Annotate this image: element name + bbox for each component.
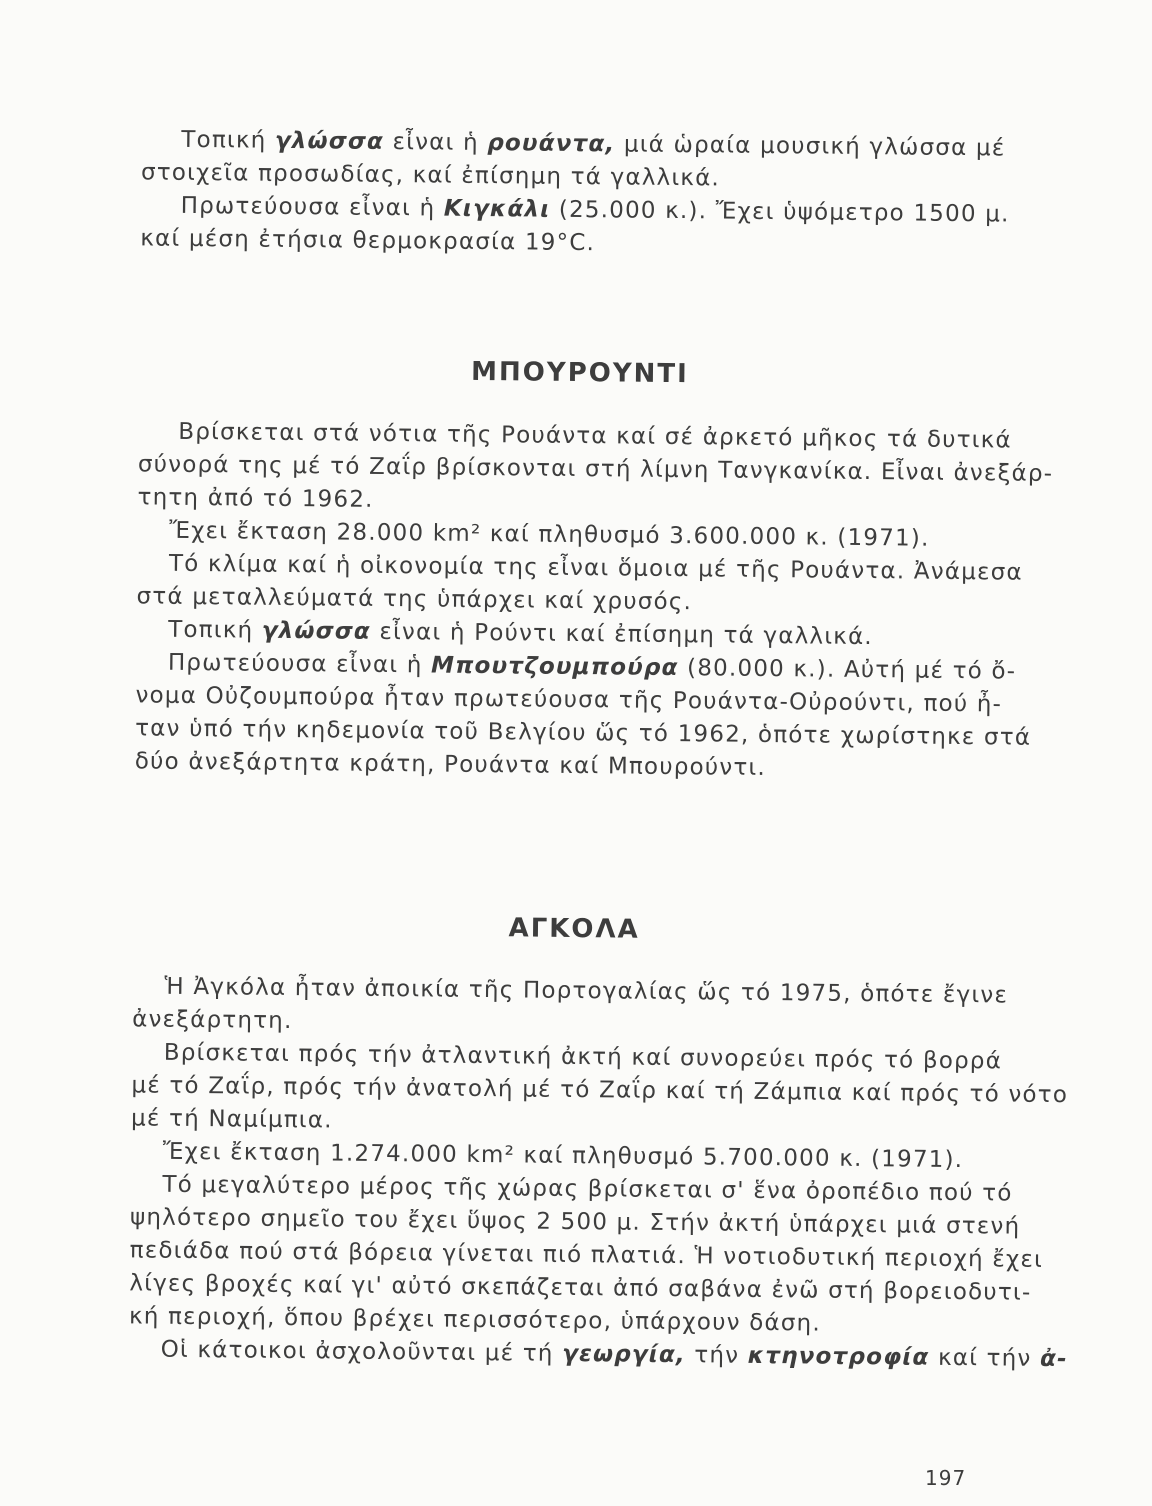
emphasis-continued: ἀ- bbox=[1039, 1345, 1068, 1373]
emphasis-language: γλώσσα bbox=[274, 127, 385, 155]
text-fragment: Τοπική bbox=[181, 126, 276, 154]
text-line: ταν ὑπό τήν κηδεμονία τοῦ Βελγίου ὥς τό 1962, ὁπότε χωρίστηκε στά bbox=[135, 715, 1032, 751]
text-fragment: (80.000 κ.). Αὐτή μέ τό ὄ- bbox=[678, 655, 1017, 685]
emphasis-capital-bujumbura: Μπουτζουμπούρα bbox=[430, 652, 679, 682]
angola-paragraph bbox=[128, 970, 1069, 1375]
text-line: δύο ἀνεξάρτητα κράτη, Ρουάντα καί Μπουρούντι. bbox=[134, 748, 767, 781]
text-line: στά μεταλλεύματά της ὑπάρχει καί χρυσός. bbox=[136, 583, 693, 616]
section-heading-burundi: ΜΠΟΥΡΟΥΝΤΙ bbox=[470, 356, 689, 390]
emphasis-rwanda-language: ρουάντα, bbox=[487, 130, 616, 158]
text-line: Τό κλίμα καί ἡ οἰκονομία της εἶναι ὅμοια μέ τῆς Ρουάντα. Ἀνάμεσα bbox=[168, 550, 1023, 586]
text-line: Ἔχει ἔκταση 1.274.000 km² καί πληθυσμό 5.700.000 κ. (1971). bbox=[162, 1138, 964, 1174]
text-line: λίγες βροχές καί γι' αὐτό σκεπάζεται ἀπό σαβάνα ἐνῶ στή βορειοδυτι- bbox=[129, 1270, 1032, 1306]
text-fragment: Οἱ κάτοικοι ἀσχολοῦνται μέ τή bbox=[160, 1336, 563, 1367]
text-line: καί μέση ἐτήσια θερμοκρασία 19°C. bbox=[140, 225, 596, 257]
text-line: ψηλότερο σημεῖο του ἔχει ὕψος 2 500 μ. Στήν ἀκτή ὑπάρχει μιά στενή bbox=[129, 1204, 1021, 1240]
text-line: μέ τή Ναμίμπια. bbox=[130, 1105, 333, 1134]
emphasis-capital-kigali: Κιγκάλι bbox=[443, 195, 551, 223]
emphasis-language: γλώσσα bbox=[261, 617, 372, 645]
text-fragment: Πρωτεύουσα εἶναι ἡ bbox=[167, 649, 432, 679]
text-line: τητη ἀπό τό 1962. bbox=[137, 484, 374, 513]
text-fragment: Τοπική bbox=[168, 616, 262, 644]
emphasis-agriculture: γεωργία, bbox=[562, 1340, 686, 1369]
burundi-paragraph bbox=[134, 415, 1054, 787]
rwanda-paragraph bbox=[140, 123, 1010, 264]
text-line: στοιχεῖα προσωδίας, καί ἐπίσημη τά γαλλικά. bbox=[140, 159, 721, 192]
text-line: Βρίσκεται στά νότια τῆς Ρουάντα καί σέ ἀρκετό μῆκος τά δυτικά bbox=[178, 418, 1012, 454]
page-number: 197 bbox=[925, 1466, 967, 1490]
text-line: πεδιάδα πού στά βόρεια γίνεται πιό πλατιά. Ἡ νοτιοδυτική περιοχή ἔχει bbox=[129, 1237, 1044, 1273]
text-line: μέ τό Ζαΐρ, πρός τήν ἀνατολή μέ τό Ζαΐρ καί τή Ζάμπια καί πρός τό νότο bbox=[131, 1072, 1069, 1109]
section-heading-angola: ΑΓΚΟΛΑ bbox=[508, 913, 640, 945]
text-line: κή περιοχή, ὅπου βρέχει περισσότερο, ὑπάρχουν δάση. bbox=[128, 1303, 822, 1337]
text-line: Ἔχει ἔκταση 28.000 km² καί πληθυσμό 3.600.000 κ. (1971). bbox=[169, 517, 930, 552]
text-line: Βρίσκεται πρός τήν ἀτλαντική ἀκτή καί συνορεύει πρός τό βορρά bbox=[163, 1039, 1003, 1075]
text-fragment: καί τήν bbox=[929, 1344, 1041, 1372]
emphasis-livestock: κτηνοτροφία bbox=[747, 1342, 930, 1371]
text-fragment: τήν bbox=[685, 1342, 748, 1369]
text-fragment: εἶναι ἡ bbox=[383, 128, 488, 157]
text-fragment: εἶναι ἡ Ρούντι καί ἐπίσημη τά γαλλικά. bbox=[370, 618, 874, 651]
text-line: ἀνεξάρτητη. bbox=[132, 1006, 293, 1035]
text-fragment: μιά ὡραία μουσική γλώσσα μέ bbox=[615, 131, 1006, 162]
text-line: Ἡ Ἀγκόλα ἦταν ἀποικία τῆς Πορτογαλίας ὥς τό 1975, ὁπότε ἔγινε bbox=[164, 973, 1009, 1009]
text-fragment: Πρωτεύουσα εἶναι ἡ bbox=[180, 192, 444, 222]
text-line: σύνορά της μέ τό Ζαΐρ βρίσκονται στή λίμνη Τανγκανίκα. Εἶναι ἀνεξάρ- bbox=[137, 451, 1054, 487]
text-line: νομα Οὐζουμπούρα ἦταν πρωτεύουσα τῆς Ρουάντα-Οὐρούντι, πού ἦ- bbox=[135, 682, 1003, 718]
text-line: Τό μεγαλύτερο μέρος τῆς χώρας βρίσκεται σ' ἕνα ὀροπέδιο πού τό bbox=[162, 1171, 1013, 1207]
text-fragment: (25.000 κ.). Ἔχει ὑψόμετρο 1500 μ. bbox=[550, 196, 1010, 228]
